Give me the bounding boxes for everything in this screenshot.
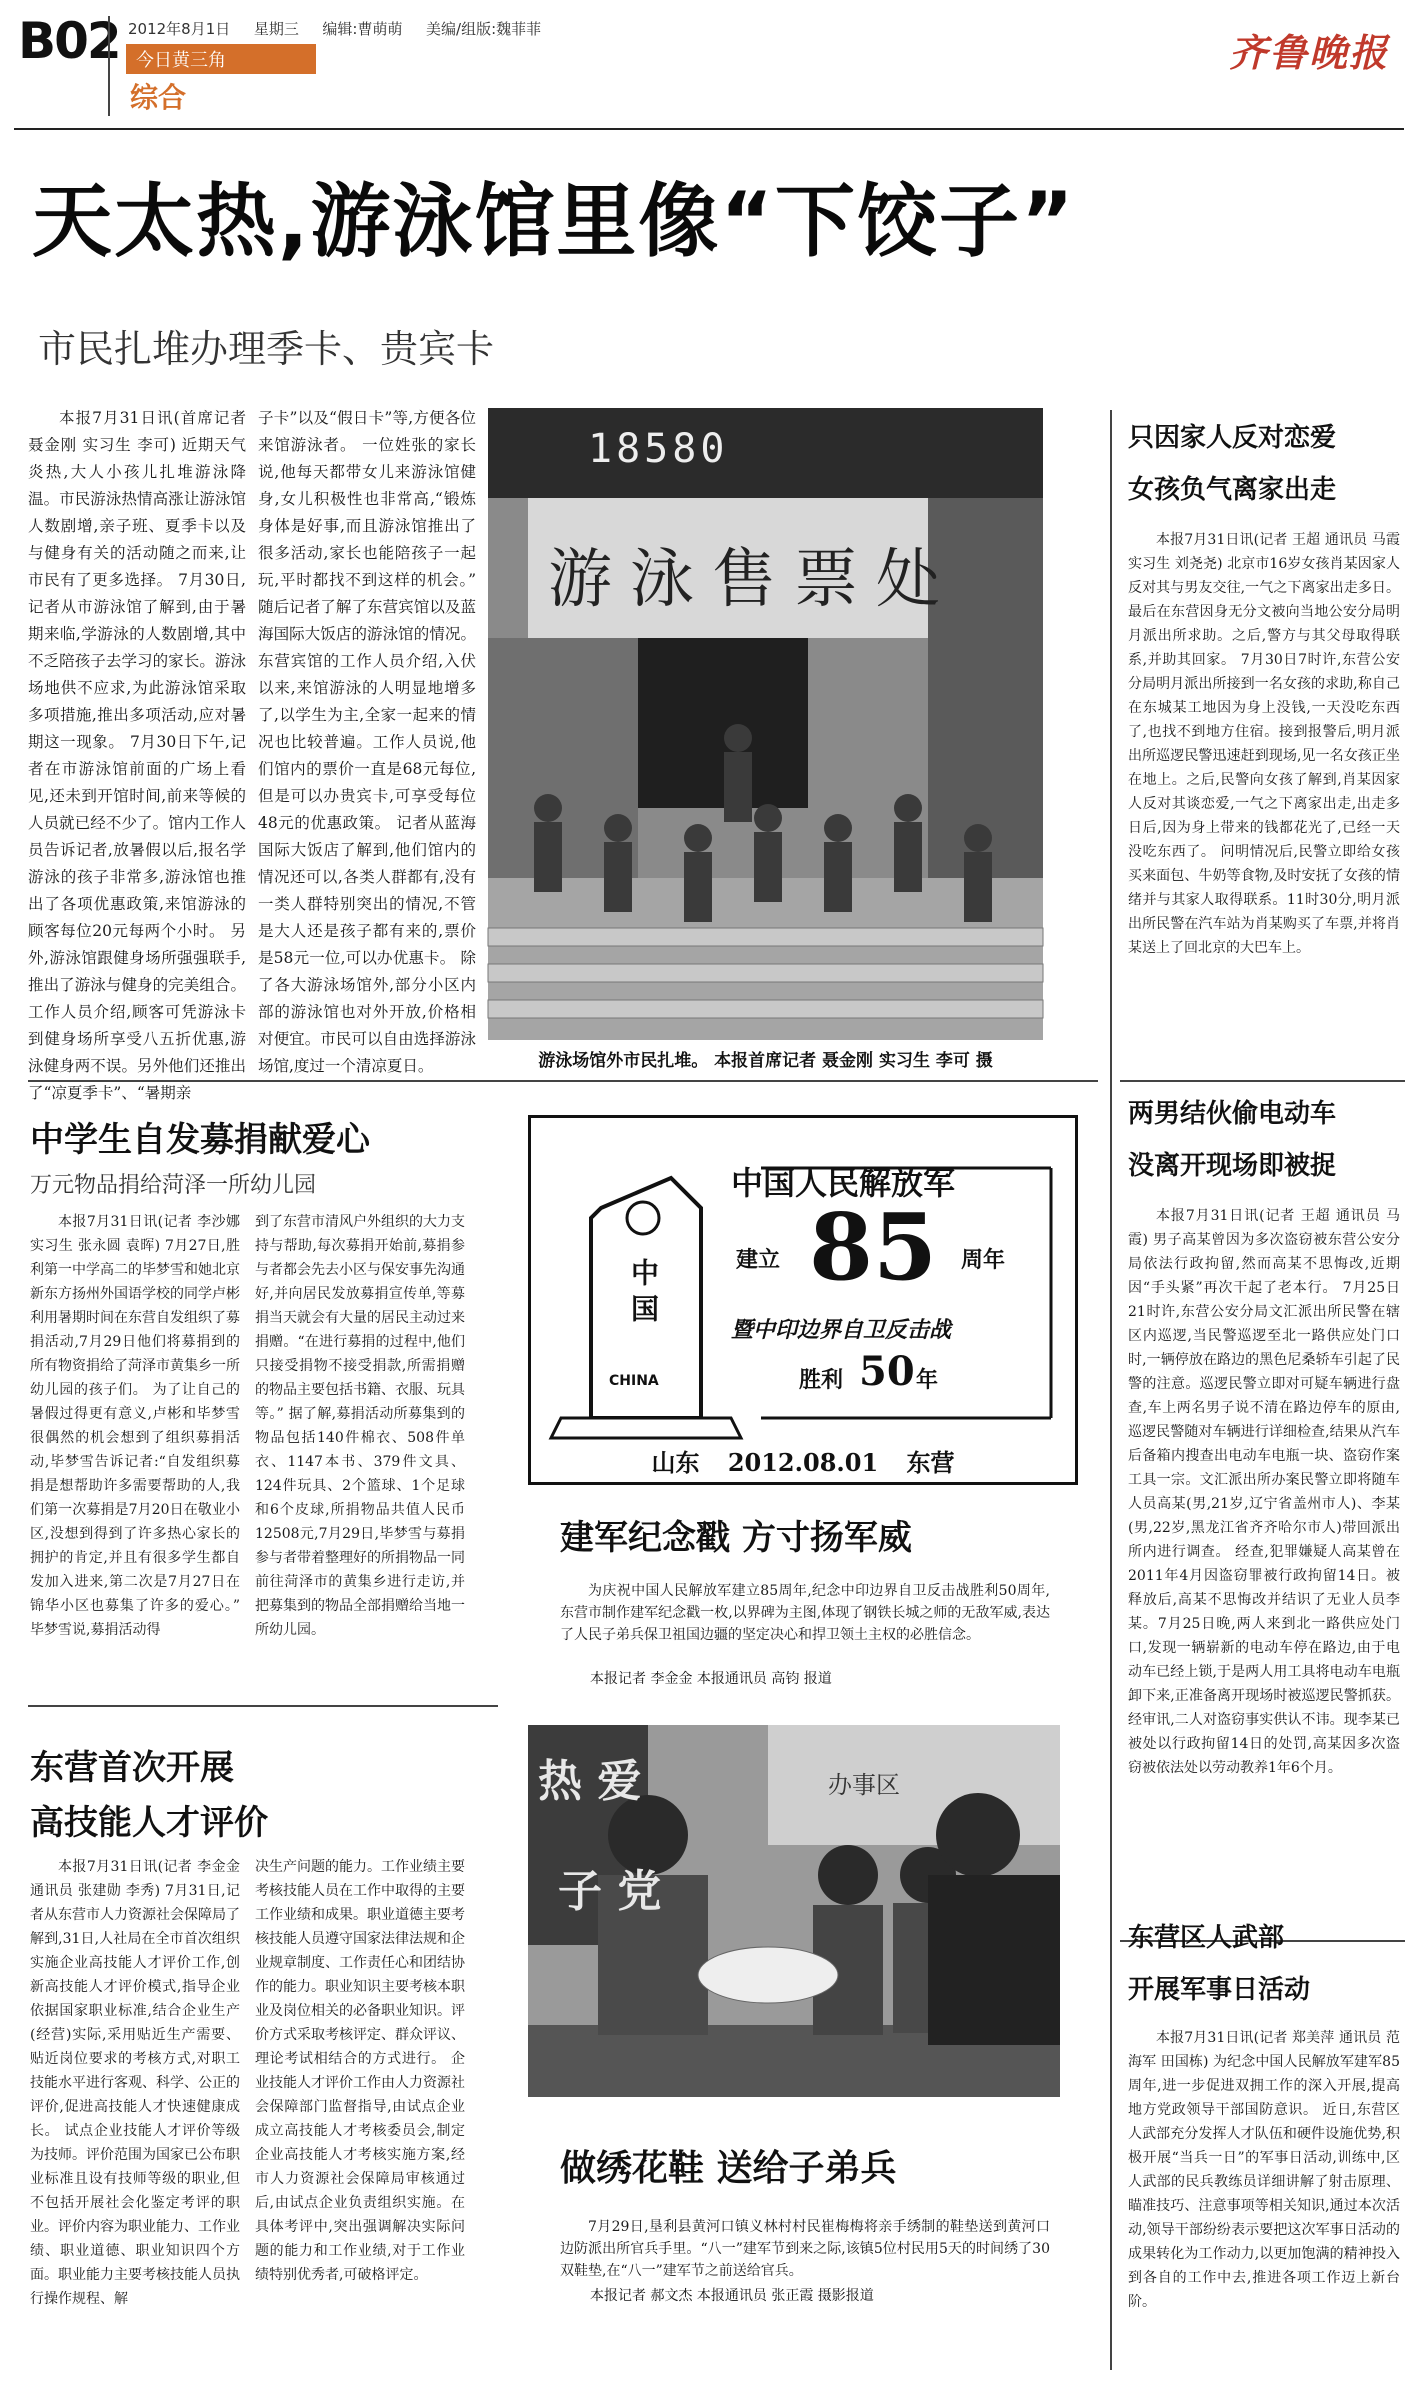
lead-body-col2: 子卡”以及“假日卡”等,方便各位来馆游泳者。 一位姓张的家长说,他每天都带女儿来游泳馆健身,女儿积极性也非常高,“锻炼身体是好事,而且游泳馆推出了很多活动,家长也能陪孩子一起玩,平时都找不到这样的机会。” 随后记者了解了东营宾馆以及蓝海国际大饭店的游泳馆的情况。东营宾馆的工作人员介绍,入伏以来,来馆游泳的人明显地增多了,以学生为主,全家一起来的情况也比较普遍。工作人员说,他们馆内的票价一直是68元每位,但是可以办贵宾卡,可享受每位48元的优惠政策。 记者从蓝海国际大饭店了解到,他们馆内的情况还可以,各类人群都有,没有一类人群特别突出的情况,不管是大人还是孩子都有来的,票价是58元一位,可以办优惠卡。 除了各大游泳场馆外,部分小区内部的游泳馆也对外开放,价格相对便宜。市民可以自由选择游泳场馆,度过一个清凉夏日。 [258,409,476,1075]
commemorative-stamp [528,1115,1078,1485]
swimming-hall-photo [488,408,1043,1040]
stamp-victory: 胜利 [799,1368,844,1393]
story-skill-col2: 决生产问题的能力。工作业绩主要考核技能人员在工作中取得的主要工作业绩和成果。职业道德主要考核技能人员遵守国家法律法规和企业规章制度、工作责任心和团结协作的能力。职业知识主要考核本职业及岗位相关的必备职业知识。评价方式采取考核评定、群众评议、理论考试相结合的方式进行。 企业技能人才评价工作由人力资源社会保障部门监督指导,由试点企业成立高技能人才考核委员会,制定企业高技能人才考核实施方案,经市人力资源社会保障局审核通过后,由试点企业负责组织实施。在具体考评中,突出强调解决实际问题的能力和工作业绩,对于工作业绩特别优秀者,可破格评定。 [255,1859,465,2283]
masthead-rule [14,128,1404,130]
shoes-photo [528,1725,1060,2097]
stamp-founded: 建立 [736,1248,781,1273]
shoes-photo-banner: 热 爱 [538,1756,642,1807]
story-skill-headline-2: 高技能人才评价 [30,1803,268,1843]
section-name: 综合 [130,81,187,114]
masthead-divider [108,16,110,116]
story-stamp-body: 为庆祝中国人民解放军建立85周年,纪念中印边界自卫反击战胜利50周年,东营市制作建军纪念戳一枚,以界碑为主图,体现了钢铁长城之师的无敌军威,表达了人民子弟兵保卫祖国边疆的坚定决心和捍卫领土主权的必胜信念。 [560,1583,1050,1643]
story-ebike [1128,1088,1400,1964]
stamp-title: 中国人民解放军 [731,1164,956,1202]
lead-subhead: 市民扎堆办理季卡、贵宾卡 [38,327,495,371]
story-ebike-headline-1: 两男结伙偷电动车 [1128,1099,1337,1129]
photo-number-sign: 18580 [588,426,729,472]
story-donate-col2: 到了东营市清风户外组织的大力支持与帮助,每次募捐开始前,募捐参与者都会先去小区与保安事先沟通好,并向居民发放募捐宣传单,等募捐当天就会有大量的居民主动过来捐赠。“在进行募捐的过程中,他们只接受捐物不接受捐款,所需捐赠的物品主要包括书籍、衣服、玩具等。” 据了解,募捐活动所募集到的物品包括140件棉衣、508件单衣、1147本书、379件文具、124件玩具、2个篮球、1个足球和6个皮球,所捐物品共值人民币12508元,7月29日,毕梦雪与募捐参与者带着整理好的所捐物品一同前往菏泽市的黄集乡进行走访,并把募集到的物品全部捐赠给当地一所幼儿园。 [255,1214,465,1638]
photo-ticket-sign: 游泳售票处 [548,543,958,617]
stamp-years: 周年 [961,1248,1006,1273]
story-love-headline-2: 女孩负气离家出走 [1128,475,1337,505]
lead-photo-caption: 游泳场馆外市民扎堆。 本报首席记者 聂金刚 实习生 李可 摄 [538,1051,993,1071]
story-wuzhuang-headline-2: 开展军事日活动 [1128,1975,1311,2005]
story-wuzhuang-body: 本报7月31日讯(记者 郑美萍 通讯员 范海军 田国栋) 为纪念中国人民解放军建军85周年,进一步促进双拥工作的深入开展,提高地方党政领导干部国防意识。 近日,东营区人武部充分发挥人才队伍和硬件设施优势,积极开展“当兵一日”的军事日活动,训练中,区人武部的民兵教练员详细讲解了射击原理、瞄准技巧、注意事项等相关知识,通过本次活动,领导干部纷纷表示要把这次军事日活动的成果转化为工作动力,以更加饱满的精神投入到各自的工作中去,推进各项工作迈上新台阶。 [1128,2030,1400,2310]
editor-credit: 编辑:曹萌萌 [322,20,403,38]
shoes-photo-sign: 办事区 [828,1771,900,1799]
lead-body-col1: 本报7月31日讯(首席记者 聂金刚 实习生 李可) 近期天气炎热,大人小孩儿扎堆游泳降温。市民游泳热情高涨让游泳馆人数剧增,亲子班、夏季卡以及与健身有关的活动随之而来,让市民有了更多选择。 7月30日,记者从市游泳馆了解到,由于暑期来临,学游泳的人数剧增,其中不乏陪孩子去学习的家长。游泳场地供不应求,为此游泳馆采取多项措施,推出多项活动,应对暑期这一现象。 7月30日下午,记者在市游泳馆前面的广场上看见,还未到开馆时间,前来等候的人员就已经不少了。馆内工作人员告诉记者,放暑假以后,报名学游泳的孩子非常多,游泳馆也推出了各项优惠政策,来馆游泳的顾客每位20元每两个小时。 另外,游泳馆跟健身场所强强联手,推出了游泳与健身的完美组合。工作人员介绍,顾客可凭游泳卡到健身场所享受八五折优惠,游泳健身两不误。另外他们还推出了“凉夏季卡”、“暑期亲 [28,409,246,1102]
story-wuzhuang [1128,1912,1400,2368]
issue-weekday: 星期三 [253,20,299,38]
story-donate-col1: 本报7月31日讯(记者 李沙娜 实习生 张永圆 袁晖) 7月27日,胜利第一中学高二的毕梦雪和她北京新东方扬州外国语学校的同学卢彬利用暑期时间在东营自发组织了募捐活动,7月29日他们将募捐到的所有物资捐给了菏泽市黄集乡一所幼儿园的孩子们。 为了让自己的暑假过得更有意义,卢彬和毕梦雪很偶然的机会想到了组织募捐活动,毕梦雪告诉记者:“自发组织募捐是想帮助许多需要帮助的人,我们第一次募捐是7月20日在敬业小区,没想到得到了许多热心家长的拥护的肯定,并且有很多学生都自发加入进来,第二次是7月27日在锦华小区也募集了许多的爱心。” 毕梦雪说,募捐活动得 [30,1214,240,1638]
section-tag: 今日黄三角 [126,44,316,74]
masthead-meta [128,18,541,39]
story-stamp-headline: 建军纪念戳 方寸扬军威 [560,1518,912,1558]
story-skill-headline-1: 东营首次开展 [30,1748,234,1788]
story-donate-subhead: 万元物品捐给菏泽一所幼儿园 [30,1173,317,1198]
stamp-footer: 山东 2012.08.01 东营 [651,1448,955,1477]
story-shoes-credit: 本报记者 郝文杰 本报通讯员 张正霞 摄影报道 [590,2288,874,2304]
story-shoes-body: 7月29日,垦利县黄河口镇义林村村民崔梅梅将亲手绣制的鞋垫送到黄河口边防派出所官兵手里。“八一”建军节到来之际,该镇5位村民用5天的时间绣了30双鞋垫,在“八一”建军节之前送给官兵。 [560,2219,1050,2279]
masthead [0,0,1417,128]
story-love-headline-1: 只因家人反对恋爱 [1128,423,1337,453]
right-rule-1 [1120,1080,1405,1082]
stamp-big-number: 85 [809,1193,938,1301]
story-love-body: 本报7月31日讯(记者 王超 通讯员 马霞 实习生 刘尧尧) 北京市16岁女孩肖某因家人反对其与男友交往,一气之下离家出走多日。最后在东营因身无分文被向当地公安分局明月派出所求助。之后,警方与其父母取得联系,并助其回家。 7月30日7时许,东营公安分局明月派出所接到一名女孩的求助,称自己在东城某工地因为身上没钱,一天没吃东西了,也找不到地方住宿。接到报警后,明月派出所巡逻民警迅速赶到现场,见一名女孩正坐在地上。之后,民警向女孩了解到,肖某因家人反对其谈恋爱,一气之下离家出走,出走多日后,因为身上带来的钱都花光了,已经一天没吃东西了。 问明情况后,民警立即给女孩买来面包、牛奶等食物,及时安抚了女孩的情绪并与其家人取得联系。11时30分,明月派出所民警在汽车站为肖某购买了车票,并将肖某送上了回北京的大巴车上。 [1128,532,1400,956]
lead-photo [488,408,1043,1040]
story-wuzhuang-headline-1: 东营区人武部 [1128,1923,1285,1953]
lead-headline: 天太热,游泳馆里像“下饺子” [32,175,1076,268]
lead-bottom-rule [28,1080,1098,1082]
column-rule-right [1110,410,1112,2370]
stamp-victory-number: 50 [859,1348,915,1395]
stamp-victory-years: 年 [916,1368,939,1393]
stamp-pillar-en: CHINA [609,1373,659,1389]
page-number: B02 [18,12,120,70]
story-ebike-body: 本报7月31日讯(记者 王超 通讯员 马霞) 男子高某曾因为多次盗窃被东营公安分局依法行政拘留,然而高某不思悔改,近期因“手头紧”再次干起了老本行。 7月25日21时许,东营公安分局文汇派出所民警在辖区内巡逻,当民警巡逻至北一路供应处门口时,一辆停放在路边的黑色尼桑轿车引起了民警的注意。巡逻民警立即对可疑车辆进行盘查,车上两名男子说不清在路边停车的原由,巡逻民警随对车辆进行详细检查,结果从汽车后备箱内搜查出电动车电瓶一块、盗窃作案工具一宗。文汇派出所办案民警立即将随车人员高某(男,21岁,辽宁省盖州市人)、李某(男,22岁,黑龙江省齐齐哈尔市人)带回派出所内进行调查。 经查,犯罪嫌疑人高某曾在2011年4月因盗窃罪被行政拘留14日。被释放后,高某不思悔改并结识了无业人员李某。7月25日晚,两人来到北一路供应处门口,发现一辆崭新的电动车停在路边,由于电动车已经上锁,于是两人用工具将电动车电瓶卸下来,正准备离开现场时被巡逻民警抓获。 经审讯,二人对盗窃事实供认不讳。现李某已被处以行政拘留14日的处罚,高某因多次盗窃被依法处以劳动教养1年6个月。 [1128,1208,1400,1776]
story-donate-headline: 中学生自发募捐献爱心 [30,1120,370,1160]
issue-date: 2012年8月1日 [128,20,231,38]
story-stamp-credit: 本报记者 李金金 本报通讯员 高钧 报道 [590,1671,832,1687]
stamp-pillar-zh: 中国 [627,1258,660,1330]
newspaper-logo: 齐鲁晚报 [1228,30,1389,75]
story-skill-col1: 本报7月31日讯(记者 李金金 通讯员 张建勋 李秀) 7月31日,记者从东营市人力资源社会保障局了解到,31日,人社局在全市首次组织实施企业高技能人才评价工作,创新高技能人才评价模式,指导企业依据国家职业标准,结合企业生产(经营)实际,采用贴近生产需要、贴近岗位要求的考核方式,对职工技能水平进行客观、科学、公正的评价,促进高技能人才快速健康成长。 试点企业技能人才评价等级为技师。评价范围为国家已公布职业标准且设有技师等级的职业,但不包括开展社会化鉴定考评的职业。评价内容为职业能力、工作业绩、职业道德、职业知识四个方面。职业能力主要考核技能人员执行操作规程、解 [30,1859,240,2307]
shoes-photo-banner-2: 子 党 [558,1866,662,1917]
donate-bottom-rule [28,1705,498,1707]
designer-credit: 美编/组版:魏菲菲 [426,20,542,38]
story-love [1128,412,1400,1068]
story-shoes-headline: 做绣花鞋 送给子弟兵 [560,2148,897,2189]
stamp-subtitle: 暨中印边界自卫反击战 [731,1318,952,1343]
story-ebike-headline-2: 没离开现场即被捉 [1128,1151,1337,1181]
